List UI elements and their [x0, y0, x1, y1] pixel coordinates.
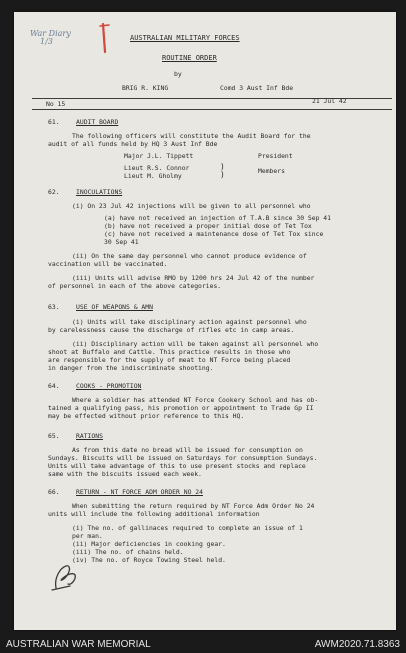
- sub-item: 30 Sep 41: [104, 238, 139, 246]
- header-rule-bottom: [32, 109, 392, 110]
- paragraph-line: (ii) Disciplinary action will be taken against all personnel who: [72, 340, 319, 348]
- item-number: 61.: [48, 118, 60, 126]
- sub-item: (a) have not received an injection of T.A.B since 30 Sep 41: [104, 214, 332, 222]
- handwritten-initials: [48, 560, 84, 594]
- footer-institution: AUSTRALIAN WAR MEMORIAL: [6, 639, 151, 650]
- paragraph-line: Units will take advantage of this to use present stocks and replace: [48, 462, 306, 470]
- paragraph-line: (ii) On the same day personnel who cannot produce evidence of: [72, 252, 307, 260]
- brace-bottom: ): [220, 170, 225, 179]
- handwritten-note-line1: War Diary: [30, 29, 71, 38]
- item-heading: RETURN - NT FORCE ADM ORDER NO 24: [76, 488, 203, 496]
- handwritten-note-line2: 1/3: [40, 37, 53, 46]
- member-name: Major J.L. Tippett: [124, 152, 194, 160]
- sub-item: (iv) The no. of Royce Towing Steel held.: [72, 556, 226, 564]
- sub-item: (i) The no. of gallinaces required to complete an issue of 1: [72, 524, 303, 532]
- paragraph-line: are responsible for the supply of meat to NT Force being placed: [48, 356, 291, 364]
- item-number: 64.: [48, 382, 60, 390]
- paragraph-line: (i) On 23 Jul 42 injections will be given to all personnel who: [72, 202, 311, 210]
- paragraph-line: (iii) Units will advise RMO by 1200 hrs 24 Jul 42 of the number: [72, 274, 315, 282]
- paragraph-line: shoot at Buffalo and Cattle. This practice results in those who: [48, 348, 291, 356]
- paragraph-line: in danger from the indiscriminate shooting.: [48, 364, 214, 372]
- item-number: 65.: [48, 432, 60, 440]
- paragraph-line: audit of all funds held by HQ 3 Aust Inf Bde: [48, 140, 218, 148]
- item-heading: RATIONS: [76, 432, 103, 440]
- document-title: AUSTRALIAN MILITARY FORCES: [130, 34, 240, 42]
- paragraph-line: (i) Units will take disciplinary action against personnel who: [72, 318, 307, 326]
- item-number: 63.: [48, 303, 60, 311]
- item-heading: USE OF WEAPONS & AMN: [76, 303, 153, 311]
- order-number: No 15: [46, 100, 66, 108]
- document-subtitle: ROUTINE ORDER: [162, 54, 217, 62]
- order-date: 21 Jul 42: [312, 97, 347, 105]
- sub-item: (iii) The no. of chains held.: [72, 548, 184, 556]
- paragraph-line: Where a soldier has attended NT Force Cookery School and has ob-: [72, 396, 319, 404]
- member-name: Lieut M. Gholmy: [124, 172, 182, 180]
- sub-item: per man.: [72, 532, 103, 540]
- paragraph-line: by carelessness cause the discharge of rifles etc in camp areas.: [48, 326, 295, 334]
- paragraph-line: When submitting the return required by NT Force Adm Order No 24: [72, 502, 315, 510]
- item-heading: INOCULATIONS: [76, 188, 123, 196]
- brace-top: ): [220, 162, 225, 171]
- item-heading: AUDIT BOARD: [76, 118, 119, 126]
- paragraph-line: As from this date no bread will be issued for consumption on: [72, 446, 303, 454]
- item-heading: COOKS - PROMOTION: [76, 382, 142, 390]
- paragraph-line: same with the biscuits issued each week.: [48, 470, 202, 478]
- sub-item: (c) have not received a maintenance dose of Tet Tox since: [104, 230, 324, 238]
- item-number: 66.: [48, 488, 60, 496]
- signatory: BRIG R. KING: [122, 84, 169, 92]
- member-name: Lieut R.S. Connor: [124, 164, 190, 172]
- paragraph-line: units will include the following additional information: [48, 510, 260, 518]
- paragraph-line: tained a qualifying pass, his promotion or appointment to Trade Gp II: [48, 404, 314, 412]
- member-role: Members: [258, 167, 285, 175]
- sub-item: (ii) Major deficiencies in cooking gear.: [72, 540, 226, 548]
- by-label: by: [174, 70, 182, 78]
- footer-accession-id: AWM2020.71.8363: [314, 639, 400, 650]
- paragraph-line: Sundays. Biscuits will be issued on Saturdays for consumption Sundays.: [48, 454, 318, 462]
- command: Comd 3 Aust Inf Bde: [220, 84, 294, 92]
- paragraph-line: The following officers will constitute the Audit Board for the: [72, 132, 311, 140]
- paragraph-line: of personnel in each of the above categories.: [48, 282, 222, 290]
- paragraph-line: may be effected without prior reference to this HQ.: [48, 412, 245, 420]
- archive-footer: [0, 634, 406, 653]
- sub-item: (b) have not received a proper initial dose of Tet Tox: [104, 222, 312, 230]
- document-page: [14, 12, 396, 630]
- red-pencil-mark: [98, 22, 112, 56]
- item-number: 62.: [48, 188, 60, 196]
- member-role: President: [258, 152, 293, 160]
- paragraph-line: vaccination will be vaccinated.: [48, 260, 168, 268]
- handwritten-note: [30, 30, 71, 46]
